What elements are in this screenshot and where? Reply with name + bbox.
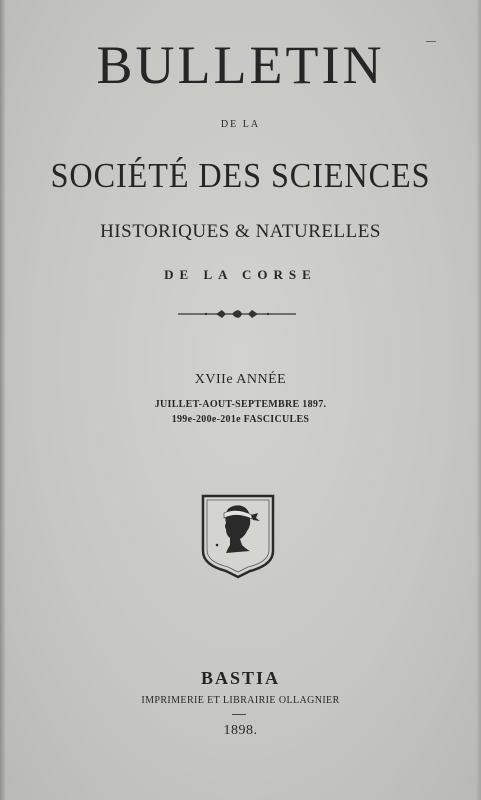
- title-de-la: DE LA: [220, 119, 261, 130]
- moors-head-crest-icon: [200, 493, 276, 579]
- ornament-divider-icon: [176, 307, 298, 321]
- issue-fascicles: 199e-200e-201e FASCICULES: [171, 414, 310, 425]
- imprint-city: BASTIA: [200, 668, 281, 688]
- title-historiques: HISTORIQUES & NATURELLES: [100, 221, 381, 242]
- issue-dates: JUILLET-AOUT-SEPTEMBRE 1897.: [154, 399, 327, 410]
- title-societe: SOCIÉTÉ DES SCIENCES: [50, 156, 431, 195]
- imprint-printer: IMPRIMERIE ET LIBRAIRIE OLLAGNIER: [141, 695, 340, 706]
- issue-year-label: XVIIe ANNÉE: [194, 372, 287, 387]
- title-de-la-corse: DE LA CORSE: [164, 267, 317, 282]
- imprint-year: 1898.: [223, 723, 258, 738]
- title-bulletin: BULLETIN: [96, 35, 385, 95]
- imprint-rule: [232, 714, 246, 715]
